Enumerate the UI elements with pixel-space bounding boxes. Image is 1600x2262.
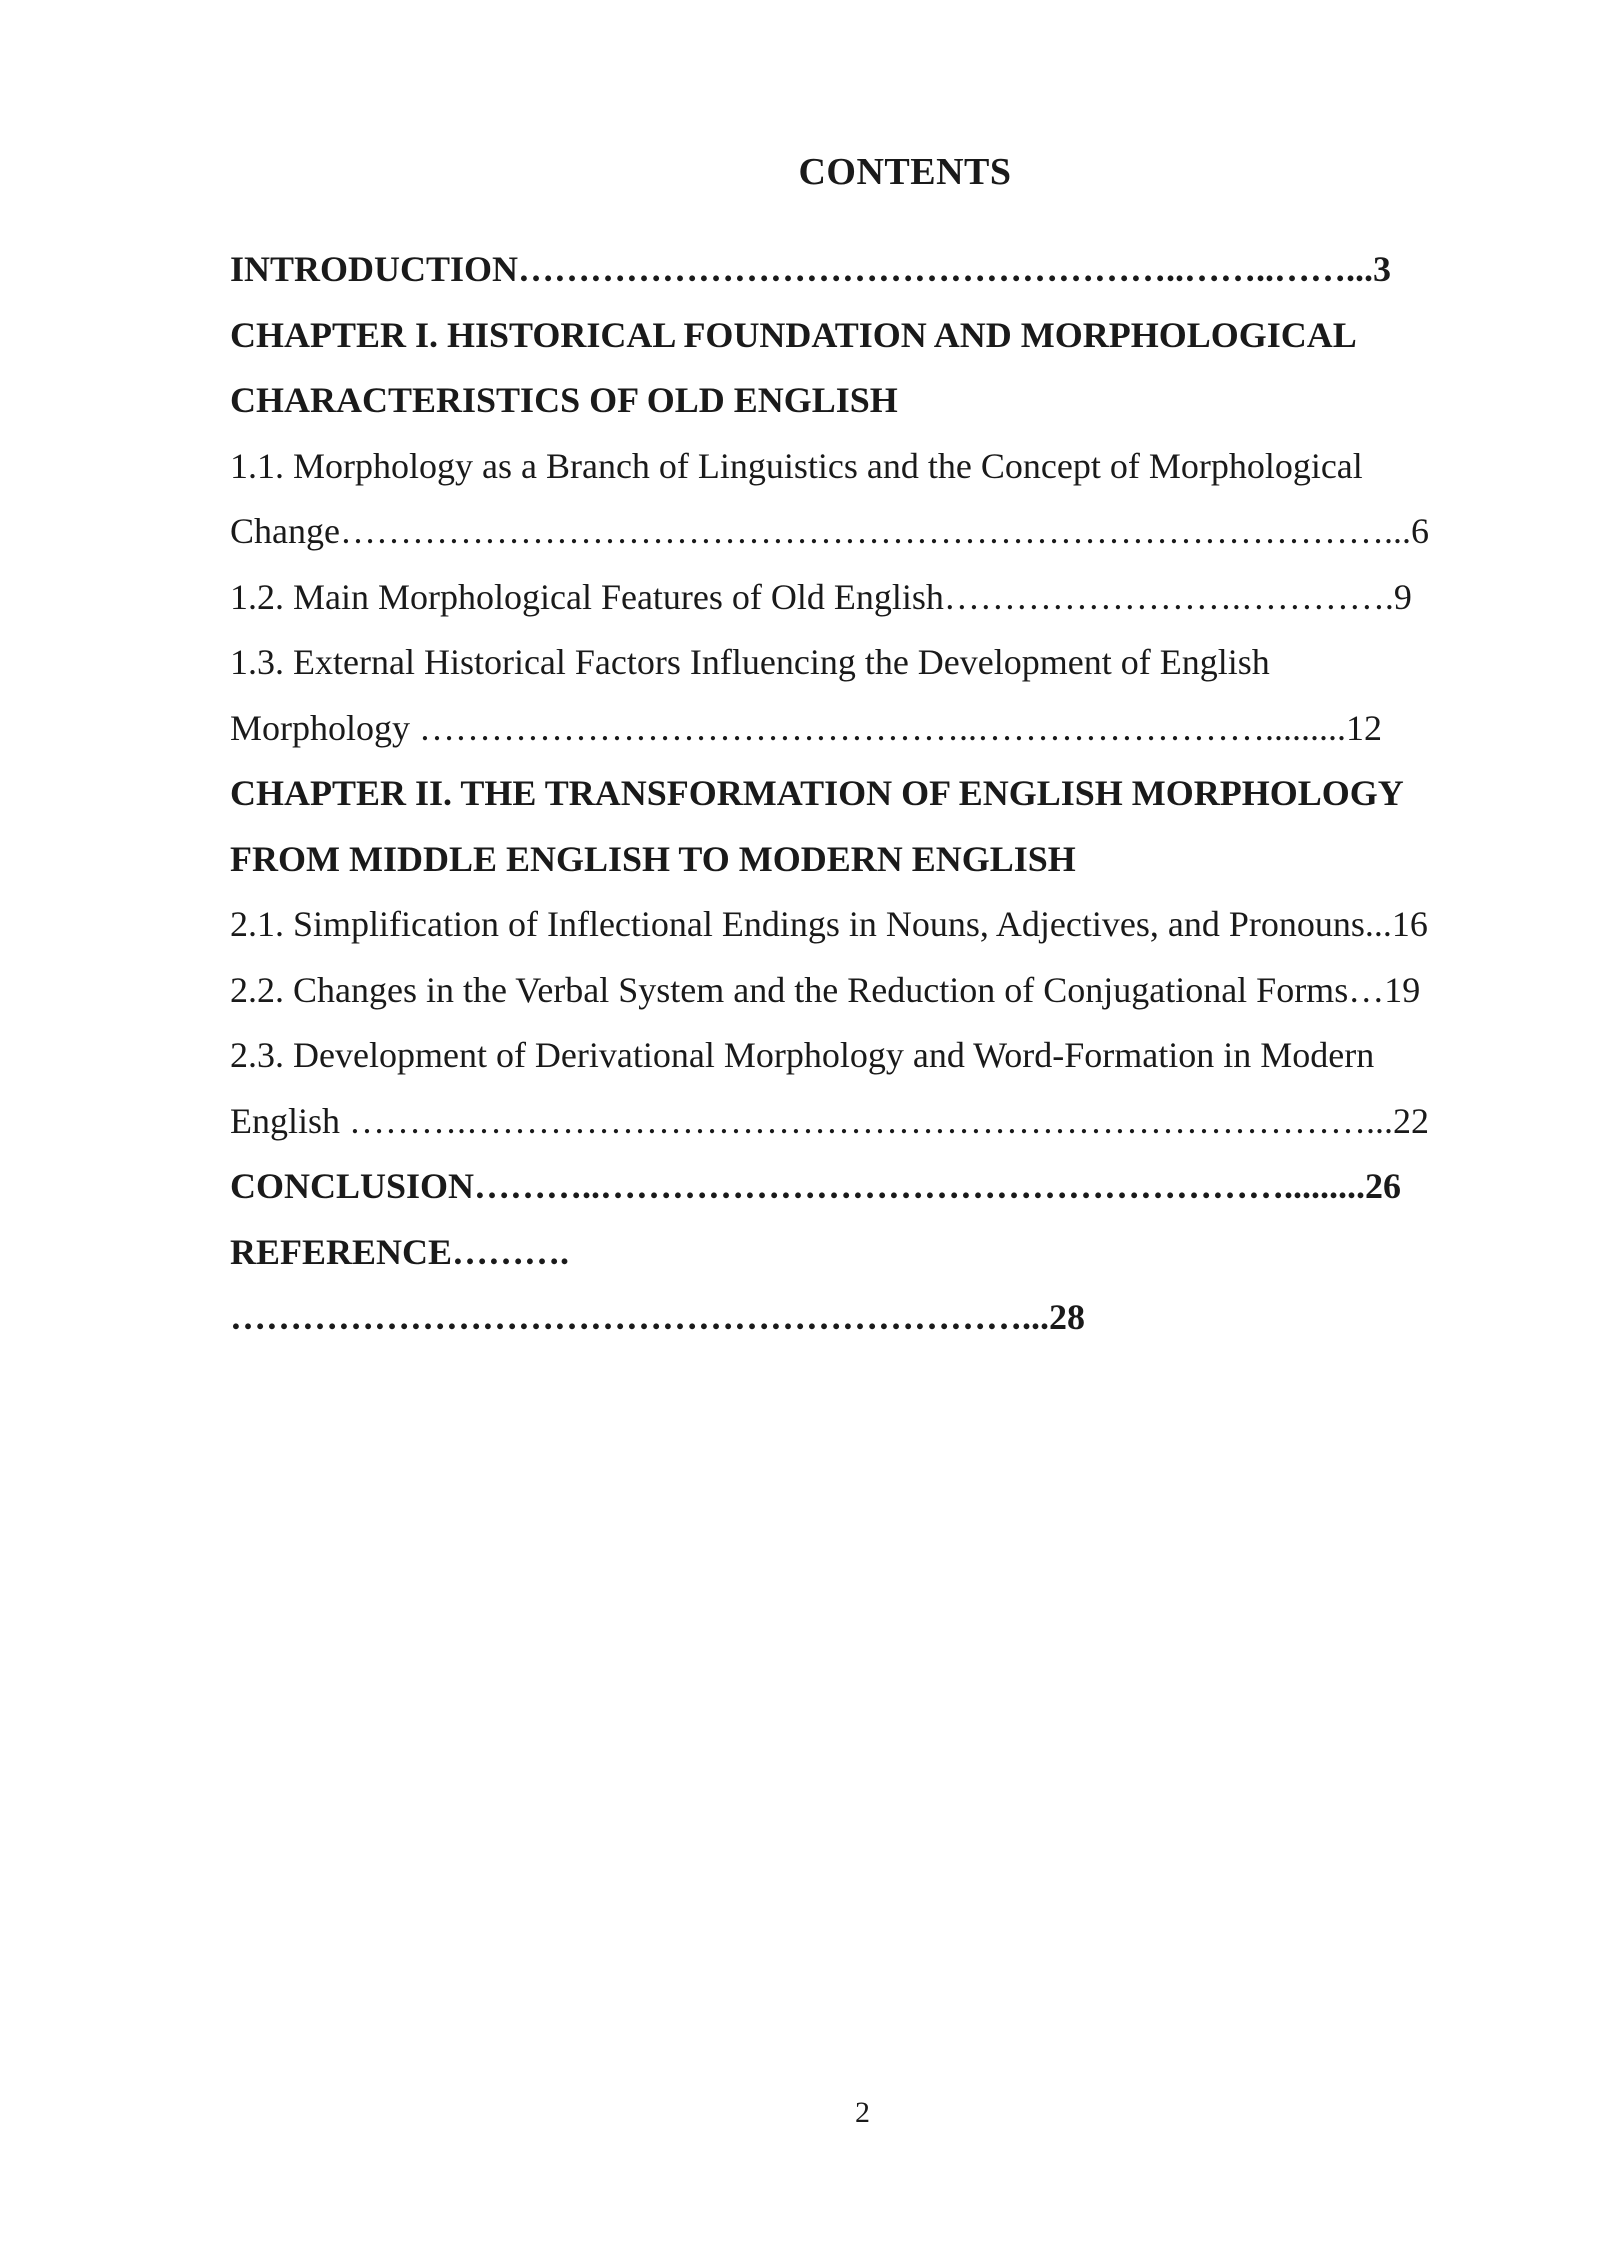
toc-entry-reference: REFERENCE………. — [230, 1231, 570, 1272]
toc-entry-section-2-3-continued: English ……….…………………………………………………………………...22 — [230, 1100, 1430, 1141]
page-number: 2 — [855, 2096, 870, 2129]
page-title: CONTENTS — [798, 151, 1012, 193]
toc-entry-chapter-2-heading-continued: FROM MIDDLE ENGLISH TO MODERN ENGLISH — [230, 838, 1076, 879]
toc-entry-section-1-2: 1.2. Main Morphological Features of Old English…………………….………….9 — [230, 576, 1412, 617]
toc-entry-section-1-3: 1.3. External Historical Factors Influencing the Development of English — [230, 642, 1270, 682]
toc-entry-section-1-1-continued: Change……………………………………………………………………………...6 — [230, 511, 1429, 551]
toc-entry-section-2-3: 2.3. Development of Derivational Morphology and Word-Formation in Modern — [230, 1035, 1375, 1075]
toc-entry-reference-continued: …………………………………………………………...28 — [230, 1297, 1085, 1337]
toc-entry-section-2-1: 2.1. Simplification of Inflectional Endings in Nouns, Adjectives, and Pronouns...16 — [230, 904, 1428, 944]
toc-entry-section-1-3-continued: Morphology ………………………………………..…………………….........12 — [230, 707, 1382, 748]
toc-entry-chapter-2-heading: CHAPTER II. THE TRANSFORMATION OF ENGLISH MORPHOLOGY — [230, 773, 1404, 813]
toc-entry-section-1-1: 1.1. Morphology as a Branch of Linguistics and the Concept of Morphological — [230, 445, 1363, 486]
toc-entry-introduction: INTRODUCTION………………………………………………..……..……...3 — [230, 249, 1392, 289]
table-of-contents — [230, 237, 1495, 1351]
toc-entry-chapter-1-heading: CHAPTER I. HISTORICAL FOUNDATION AND MORPHOLOGICAL — [230, 314, 1357, 355]
toc-entry-section-2-2: 2.2. Changes in the Verbal System and the Reduction of Conjugational Forms…19 — [230, 969, 1421, 1010]
toc-entry-conclusion: CONCLUSION………..………………………………………………….........26 — [230, 1166, 1402, 1206]
toc-entry-chapter-1-heading-continued: CHARACTERISTICS OF OLD ENGLISH — [230, 380, 898, 420]
